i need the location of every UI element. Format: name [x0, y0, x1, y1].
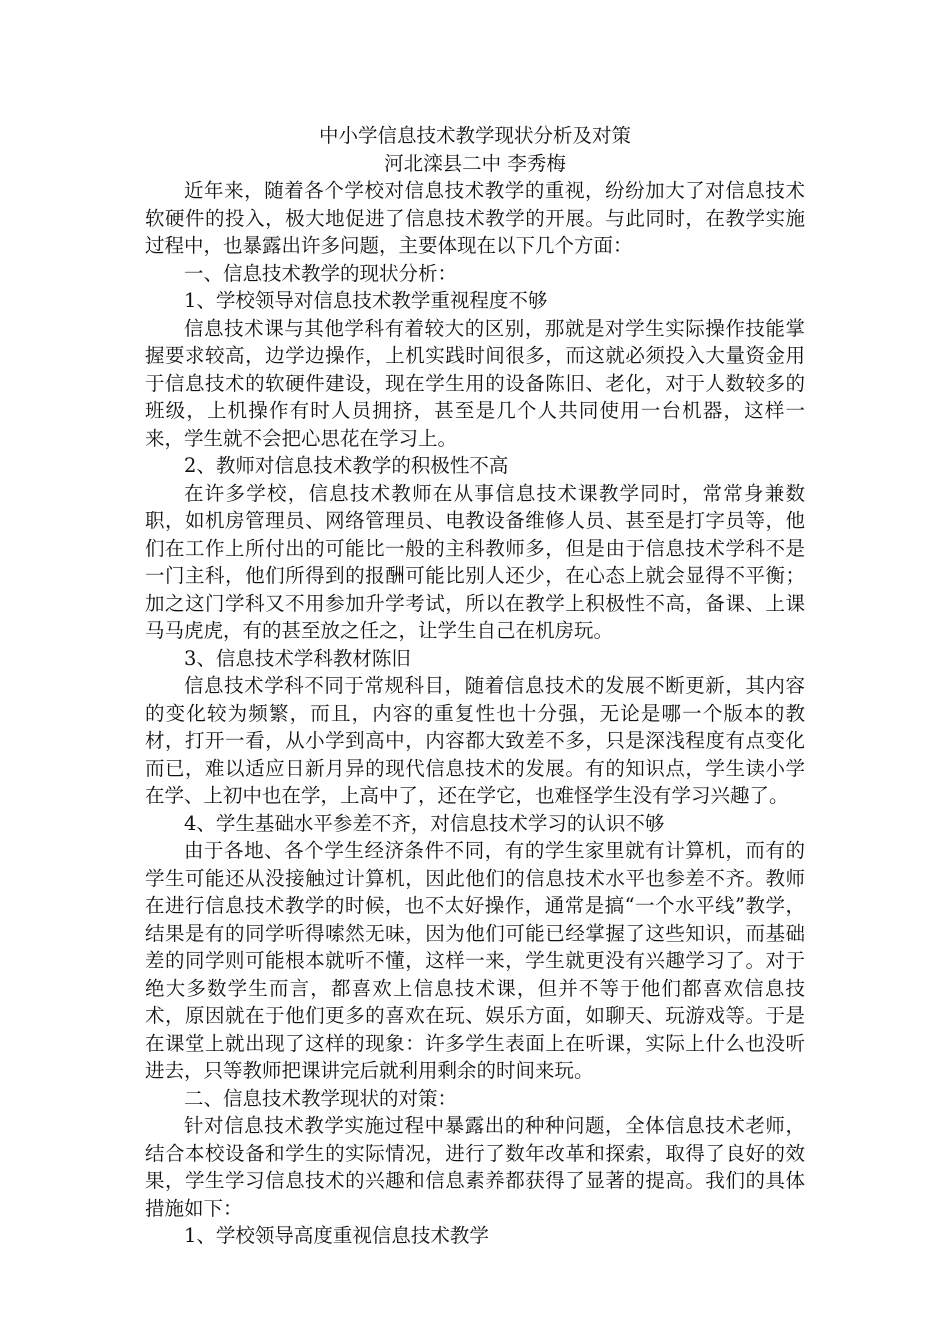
body-paragraph: 由于各地、各个学生经济条件不同，有的学生家里就有计算机，而有的学生可能还从没接触过计算机，因此他们的信息技术水平也参差不齐。教师在进行信息技术教学的时候，也不太好操作，通常是搞“一个水平线”教学，结果是有的同学听得嗦然无味，因为他们可能已经掌握了这些知识，而基础差的同学则可能根本就听不懂，这样一来，学生就更没有兴趣学习了。对于绝大多数学生而言，都喜欢上信息技术课，但并不等于他们都喜欢信息技术，原因就在于他们更多的喜欢在玩、娱乐方面，如聊天、玩游戏等。于是在课堂上就出现了这样的现象：许多学生表面上在听课，实际上什么也没听进去，只等教师把课讲完后就利用剩余的时间来玩。	[145, 839, 805, 1082]
document-author: 河北滦县二中 李秀梅	[384, 151, 566, 175]
body-paragraph: 信息技术课与其他学科有着较大的区别，那就是对学生实际操作技能掌握要求较高，边学边操作，上机实践时间很多，而这就必须投入大量资金用于信息技术的软硬件建设，现在学生用的设备陈旧、老化，对于人数较多的班级，上机操作有时人员拥挤，甚至是几个人共同使用一台机器，这样一来，学生就不会把心思花在学习上。	[145, 316, 805, 450]
body-paragraph: 在许多学校，信息技术教师在从事信息技术课教学同时，常常身兼数职，如机房管理员、网络管理员、电教设备维修人员、甚至是打字员等，他们在工作上所付出的可能比一般的主科教师多，但是由于信息技术学科不是一门主科，他们所得到的报酬可能比别人还少，在心态上就会显得不平衡；加之这门学科又不用参加升学考试，所以在教学上积极性不高，备课、上课马马虎虎，有的甚至放之任之，让学生自己在机房玩。	[145, 481, 805, 642]
section-heading: 1、学校领导高度重视信息技术教学	[184, 1224, 489, 1247]
document-title: 中小学信息技术教学现状分析及对策	[318, 124, 631, 147]
section-heading: 1、学校领导对信息技术教学重视程度不够	[184, 289, 548, 312]
section-heading: 2、教师对信息技术教学的积极性不高	[184, 454, 509, 477]
document-body	[145, 177, 805, 1250]
section-heading: 4、学生基础水平参差不齐，对信息技术学习的认识不够	[184, 811, 665, 835]
section-heading: 一、信息技术教学的现状分析：	[184, 261, 458, 285]
body-paragraph: 近年来，随着各个学校对信息技术教学的重视，纷纷加大了对信息技术软硬件的投入，极大地促进了信息技术教学的开展。与此同时，在教学实施过程中，也暴露出许多问题，主要体现在以下几个方面：	[145, 179, 805, 257]
section-heading: 二、信息技术教学现状的对策：	[184, 1086, 458, 1110]
section-heading: 3、信息技术学科教材陈旧	[184, 646, 411, 670]
body-paragraph: 针对信息技术教学实施过程中暴露出的种种问题，全体信息技术老师，结合本校设备和学生的实际情况，进行了数年改革和探索，取得了良好的效果，学生学习信息技术的兴趣和信息素养都获得了显著的提高。我们的具体措施如下：	[145, 1114, 805, 1220]
document-page	[145, 122, 805, 1250]
body-paragraph: 信息技术学科不同于常规科目，随着信息技术的发展不断更新，其内容的变化较为频繁，而且，内容的重复性也十分强，无论是哪一个版本的教材，打开一看，从小学到高中，内容都大致差不多，只是深浅程度有点变化而已，难以适应日新月异的现代信息技术的发展。有的知识点，学生读小学在学、上初中也在学，上高中了，还在学它，也难怪学生没有学习兴趣了。	[145, 674, 805, 807]
